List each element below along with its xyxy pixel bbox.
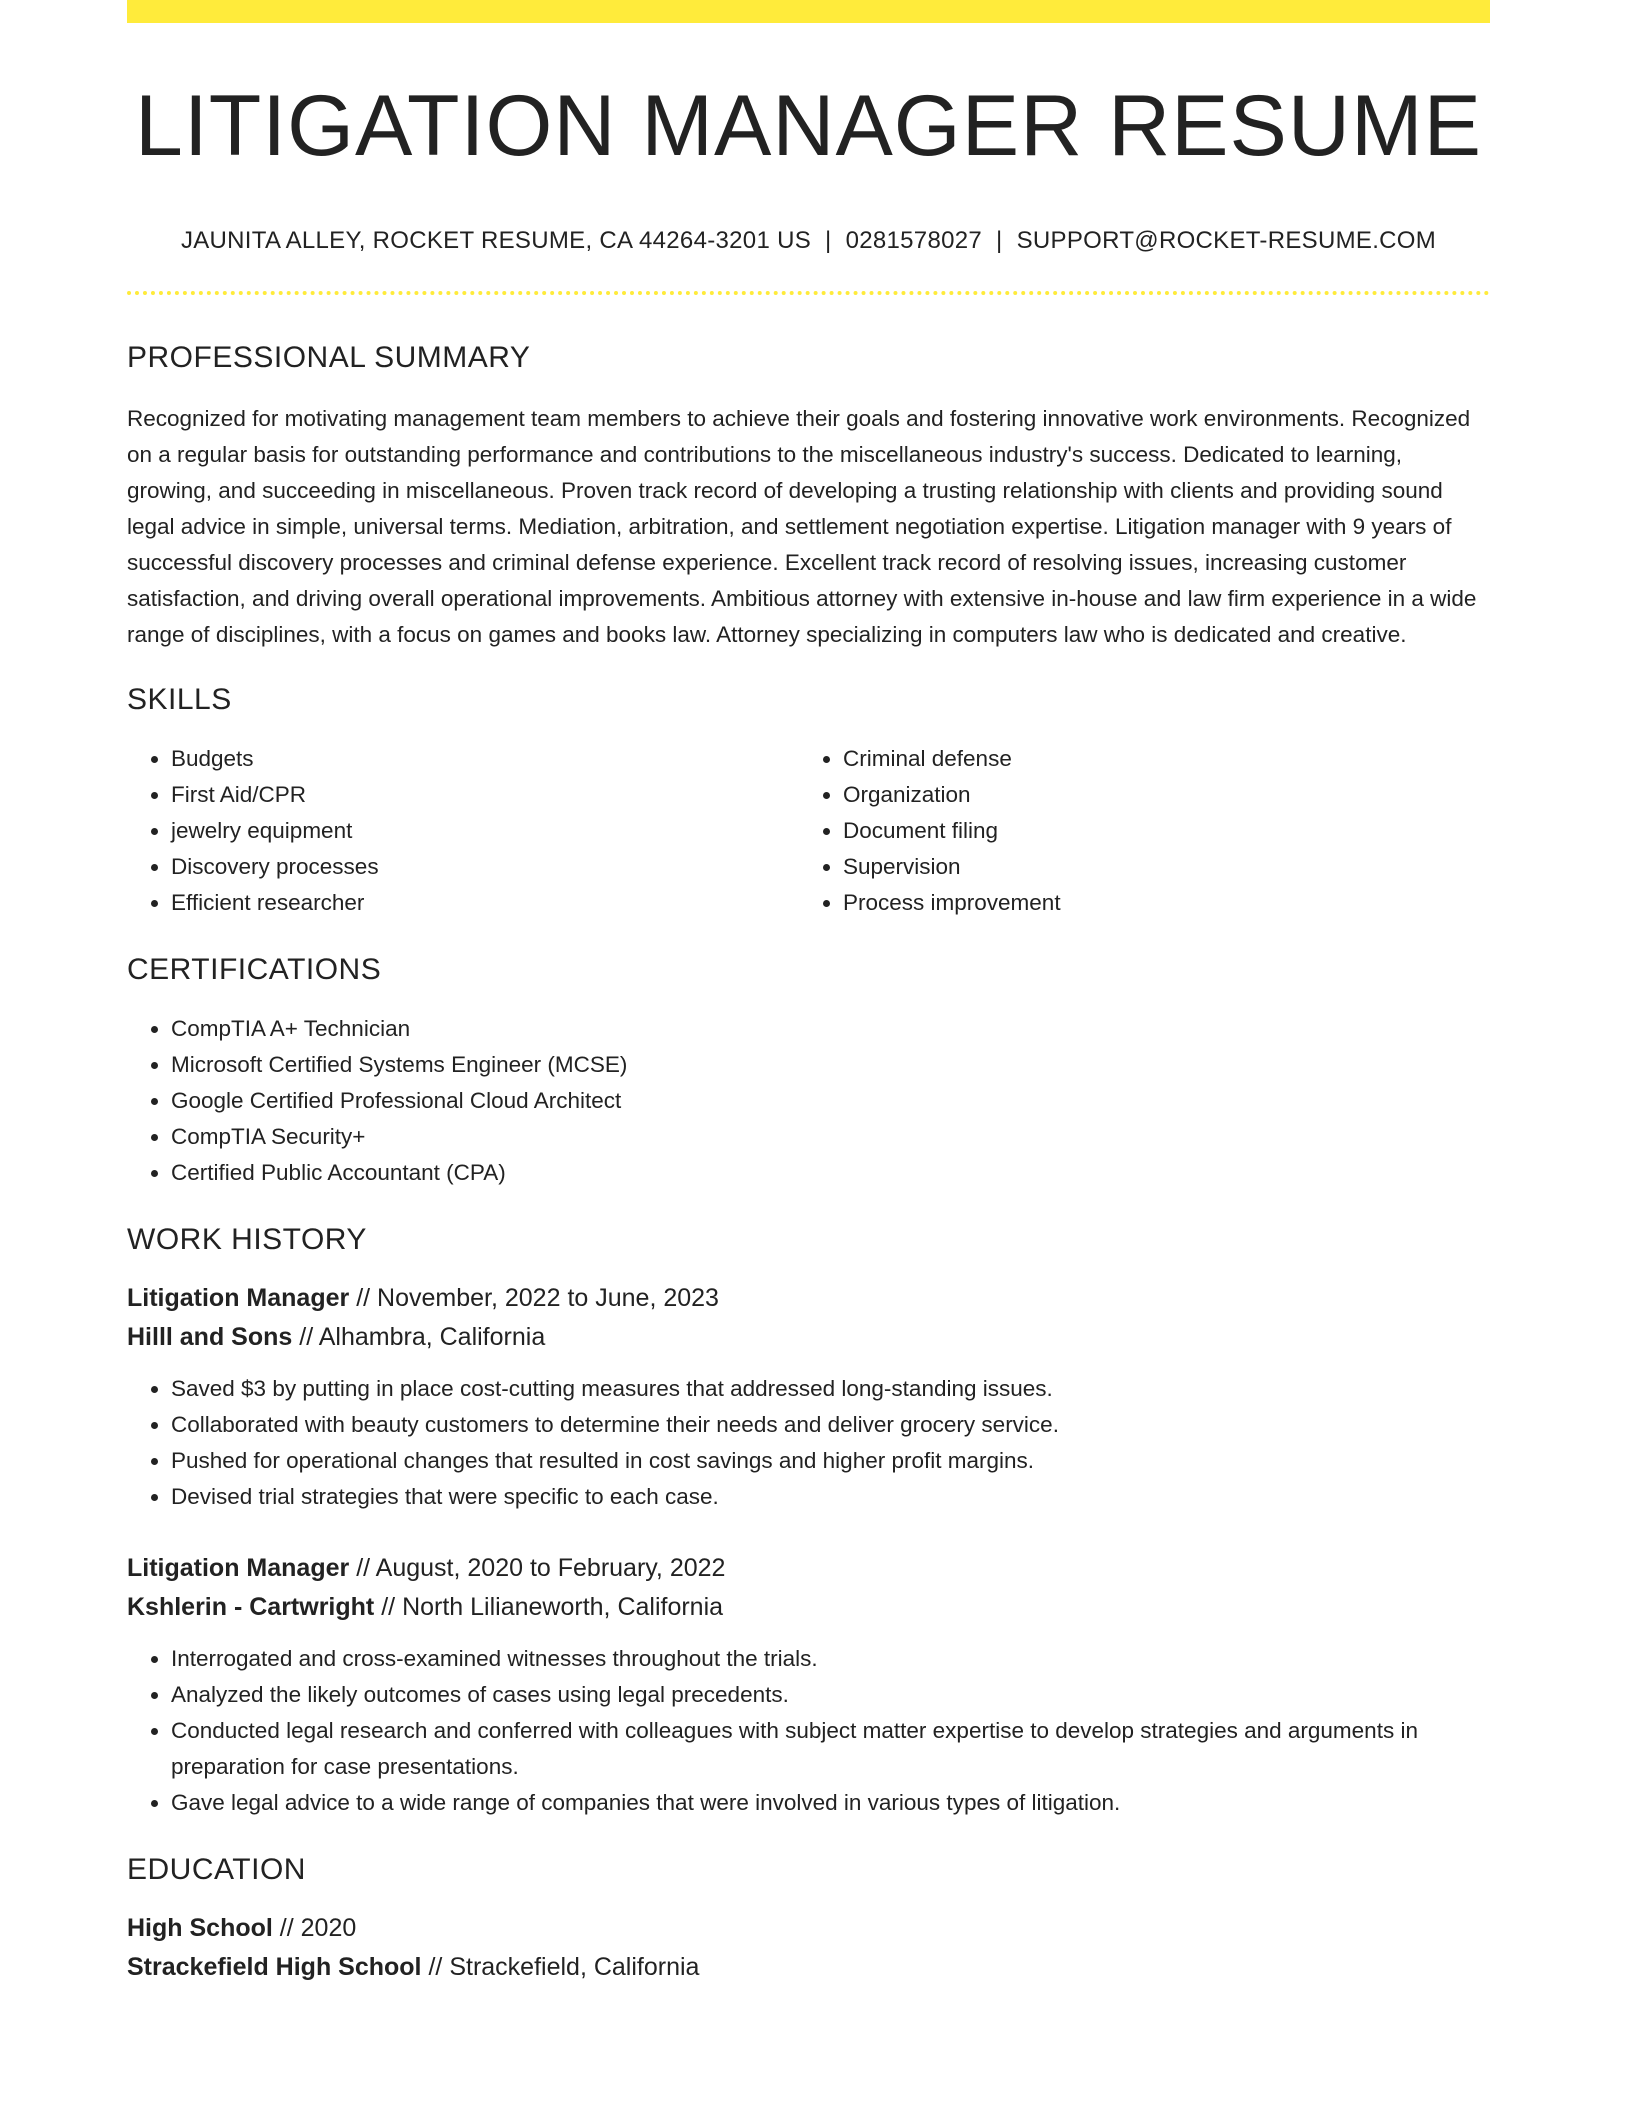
certification-item: • CompTIA Security+ [171, 1119, 1490, 1155]
job-entry [127, 1279, 1490, 1515]
education-entry [127, 1909, 1490, 1987]
education-school-line [127, 1948, 1490, 1987]
job-title-line [127, 1279, 1490, 1318]
job-duty: • Analyzed the likely outcomes of cases using legal precedents. [171, 1677, 1490, 1713]
certifications-list [127, 1011, 1490, 1191]
skill-item: • Discovery processes [171, 849, 799, 885]
job-company-line [127, 1318, 1490, 1357]
accent-top-bar [127, 0, 1490, 23]
education-year: 2020 [300, 1914, 357, 1942]
job-entry [127, 1549, 1490, 1821]
summary-text: Recognized for motivating management team members to achieve their goals and fostering innovative work environments. Recognized on a regular basis for outstanding performance and contributions to the miscellaneous industry's success. Dedicated to learning, growing, and succeeding in miscellaneous. Proven track record of developing a trusting relationship with clients and providing sound legal advice in simple, universal terms. Mediation, arbitration, and settlement negotiation expertise. Litigation manager with 9 years of successful discovery processes and criminal defense experience. Excellent track record of resolving issues, increasing customer satisfaction, and driving overall operational improvements. Ambitious attorney with extensive in-house and law firm experience in a wide range of disciplines, with a focus on games and books law. Attorney specializing in computers law who is dedicated and creative. [127, 406, 1477, 647]
job-location: Alhambra, California [318, 1323, 546, 1351]
contact-separator: | [825, 227, 832, 254]
job-duty: • Pushed for operational changes that resulted in cost savings and higher profit margins. [171, 1443, 1490, 1479]
job-company-line [127, 1588, 1490, 1627]
job-duty: • Saved $3 by putting in place cost-cutting measures that addressed long-standing issues. [171, 1371, 1490, 1407]
skill-item: • Process improvement [843, 885, 1471, 921]
job-title: Litigation Manager [127, 1284, 350, 1312]
contact-email: SUPPORT@ROCKET-RESUME.COM [1016, 227, 1437, 254]
job-company: Hilll and Sons [127, 1323, 293, 1351]
resume-title: LITIGATION MANAGER RESUME [135, 78, 1482, 174]
delimiter: // [356, 1284, 371, 1312]
education-heading: EDUCATION [127, 1853, 306, 1886]
education-location: Strackefield, California [449, 1953, 700, 1981]
delimiter: // [356, 1554, 371, 1582]
skill-item: • Organization [843, 777, 1471, 813]
education-degree-line [127, 1909, 1490, 1948]
certifications-heading: CERTIFICATIONS [127, 953, 382, 986]
skill-item: • Document filing [843, 813, 1471, 849]
job-duty: • Devised trial strategies that were specific to each case. [171, 1479, 1490, 1515]
skills-list-left [127, 741, 799, 921]
job-duties-list [127, 1641, 1490, 1821]
job-duties-list [127, 1371, 1490, 1515]
education-school: Strackefield High School [127, 1953, 422, 1981]
skill-item: • First Aid/CPR [171, 777, 799, 813]
skills-list-right [799, 741, 1471, 921]
skills-heading: SKILLS [127, 683, 232, 716]
resume-content [127, 0, 1490, 1987]
summary-heading: PROFESSIONAL SUMMARY [127, 341, 531, 374]
job-dates: November, 2022 to June, 2023 [377, 1284, 719, 1312]
delimiter: // [299, 1323, 314, 1351]
delimiter: // [428, 1953, 443, 1981]
skill-item: • Efficient researcher [171, 885, 799, 921]
job-location: North Lilianeworth, California [402, 1593, 724, 1621]
skills-column-right [799, 741, 1471, 921]
contact-phone: 0281578027 [845, 227, 983, 254]
job-dates: August, 2020 to February, 2022 [375, 1554, 726, 1582]
work-history-heading: WORK HISTORY [127, 1223, 367, 1256]
delimiter: // [279, 1914, 294, 1942]
dotted-divider [127, 291, 1490, 295]
job-title-line [127, 1549, 1490, 1588]
certification-item: • CompTIA A+ Technician [171, 1011, 1490, 1047]
certification-item: • Microsoft Certified Systems Engineer (MCSE) [171, 1047, 1490, 1083]
job-duty: • Conducted legal research and conferred with colleagues with subject matter expertise to develop strategies and arguments in preparation for case presentations. [171, 1713, 1490, 1785]
education-degree: High School [127, 1914, 273, 1942]
skill-item: • jewelry equipment [171, 813, 799, 849]
certification-item: • Google Certified Professional Cloud Architect [171, 1083, 1490, 1119]
contact-separator: | [996, 227, 1003, 254]
job-duty: • Interrogated and cross-examined witnesses throughout the trials. [171, 1641, 1490, 1677]
skill-item: • Supervision [843, 849, 1471, 885]
job-duty: • Collaborated with beauty customers to determine their needs and deliver grocery service. [171, 1407, 1490, 1443]
skills-grid [127, 741, 1490, 921]
skill-item: • Budgets [171, 741, 799, 777]
delimiter: // [381, 1593, 396, 1621]
skill-item: • Criminal defense [843, 741, 1471, 777]
certification-item: • Certified Public Accountant (CPA) [171, 1155, 1490, 1191]
job-title: Litigation Manager [127, 1554, 350, 1582]
skills-column-left [127, 741, 799, 921]
job-duty: • Gave legal advice to a wide range of companies that were involved in various types of litigation. [171, 1785, 1490, 1821]
job-company: Kshlerin - Cartwright [127, 1593, 375, 1621]
contact-line [127, 227, 1490, 255]
contact-address: JAUNITA ALLEY, ROCKET RESUME, CA 44264-3201 US [180, 227, 812, 254]
